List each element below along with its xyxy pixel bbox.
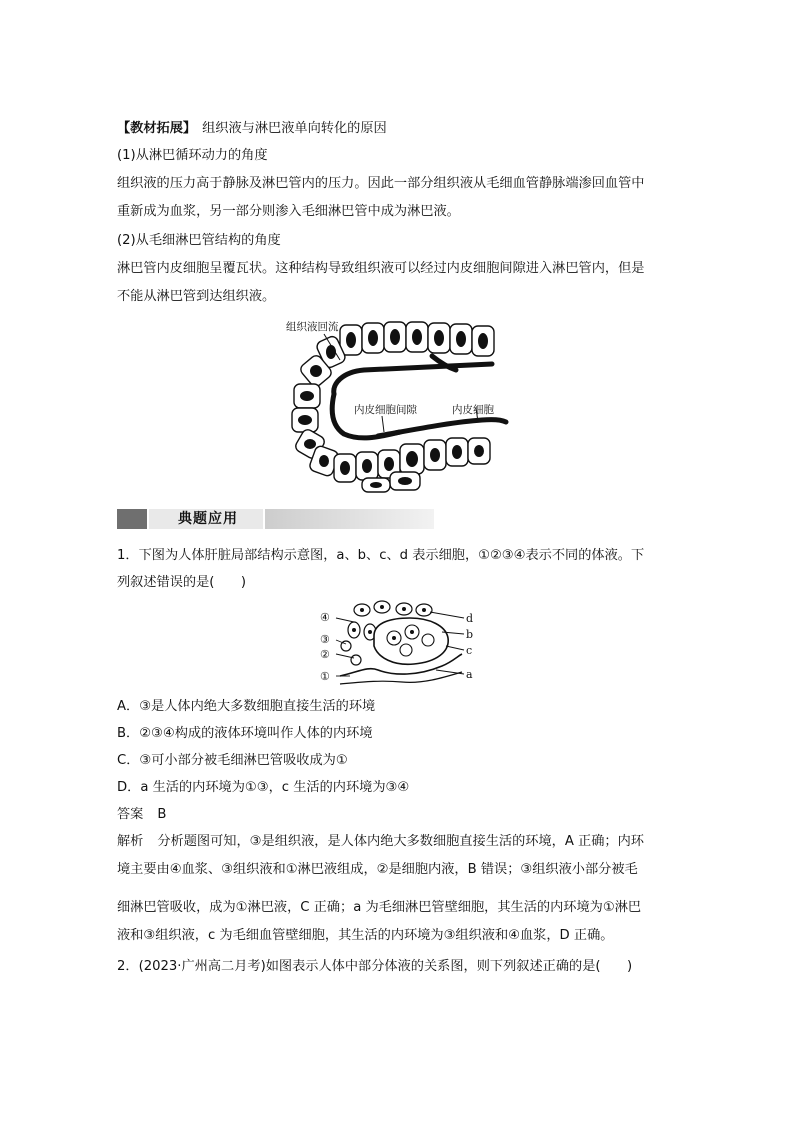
lymph-capillary-figure	[282, 312, 514, 498]
label-3: ③	[320, 633, 330, 646]
point2-heading: (2)从毛细淋巴管结构的角度	[117, 233, 281, 248]
point1-text-line: 重新成为血浆，另一部分则渗入毛细淋巴管中成为淋巴液。	[117, 204, 460, 219]
answer-value: B	[157, 807, 167, 822]
point1-heading: (1)从淋巴循环动力的角度	[117, 148, 268, 163]
section-bar	[117, 509, 434, 529]
label-2: ②	[320, 648, 330, 661]
q1-analysis-line	[117, 832, 644, 852]
label-a: a	[466, 668, 473, 681]
point2-text-line: 不能从淋巴管到达组织液。	[117, 289, 276, 304]
label-d: d	[466, 612, 474, 625]
q1-answer	[117, 805, 166, 825]
analysis-label: 解析	[117, 834, 144, 849]
label-backflow: 组织液回流	[286, 321, 339, 333]
extension-title: 组织液与淋巴液单向转化的原因	[202, 121, 387, 136]
label-4: ④	[320, 611, 330, 624]
label-b: b	[466, 628, 474, 641]
q1-analysis-line: 液和③组织液，c 为毛细血管壁细胞，其生活的内环境为③组织液和④血浆，D 正确。	[117, 928, 614, 943]
liver-structure-figure	[318, 600, 478, 686]
point1-text-line: 组织液的压力高于静脉及淋巴管内的压力。因此一部分组织液从毛细血管静脉端渗回血管中	[117, 176, 645, 191]
q1-option-d: D．a 生活的内环境为①③，c 生活的内环境为③④	[117, 780, 410, 795]
q1-analysis-line: 境主要由④血浆、③组织液和①淋巴液组成，②是细胞内液，B 错误；③组织液小部分被毛	[117, 862, 638, 877]
q1-option-a: A．③是人体内绝大多数细胞直接生活的环境	[117, 699, 376, 714]
section-title: 典题应用	[178, 511, 238, 527]
q1-option-c: C．③可小部分被毛细淋巴管吸收成为①	[117, 753, 348, 768]
q1-stem-line: 列叙述错误的是( )	[117, 575, 246, 590]
extension-tag: 【教材拓展】	[117, 121, 197, 136]
label-c: c	[466, 644, 473, 657]
q1-stem-line: 1．下图为人体肝脏局部结构示意图，a、b、c、d 表示细胞，①②③④表示不同的体液。下	[117, 548, 645, 563]
q2-stem: 2．(2023·广州高二月考)如图表示人体中部分体液的关系图，则下列叙述正确的是( )	[117, 959, 633, 974]
extension-heading	[117, 119, 387, 139]
point2-text-line: 淋巴管内皮细胞呈覆瓦状。这种结构导致组织液可以经过内皮细胞间隙进入淋巴管内，但是	[117, 261, 645, 276]
label-cell: 内皮细胞	[452, 404, 494, 416]
q1-option-b: B．②③④构成的液体环境叫作人体的内环境	[117, 726, 373, 741]
label-gap: 内皮细胞间隙	[354, 404, 417, 416]
label-1: ①	[320, 670, 330, 683]
q1-analysis-line: 细淋巴管吸收，成为①淋巴液，C 正确；a 为毛细淋巴管壁细胞，其生活的内环境为①淋巴	[117, 900, 642, 915]
answer-label: 答案	[117, 807, 144, 822]
analysis-text: 分析题图可知，③是组织液，是人体内绝大多数细胞直接生活的环境，A 正确；内环	[157, 834, 644, 849]
